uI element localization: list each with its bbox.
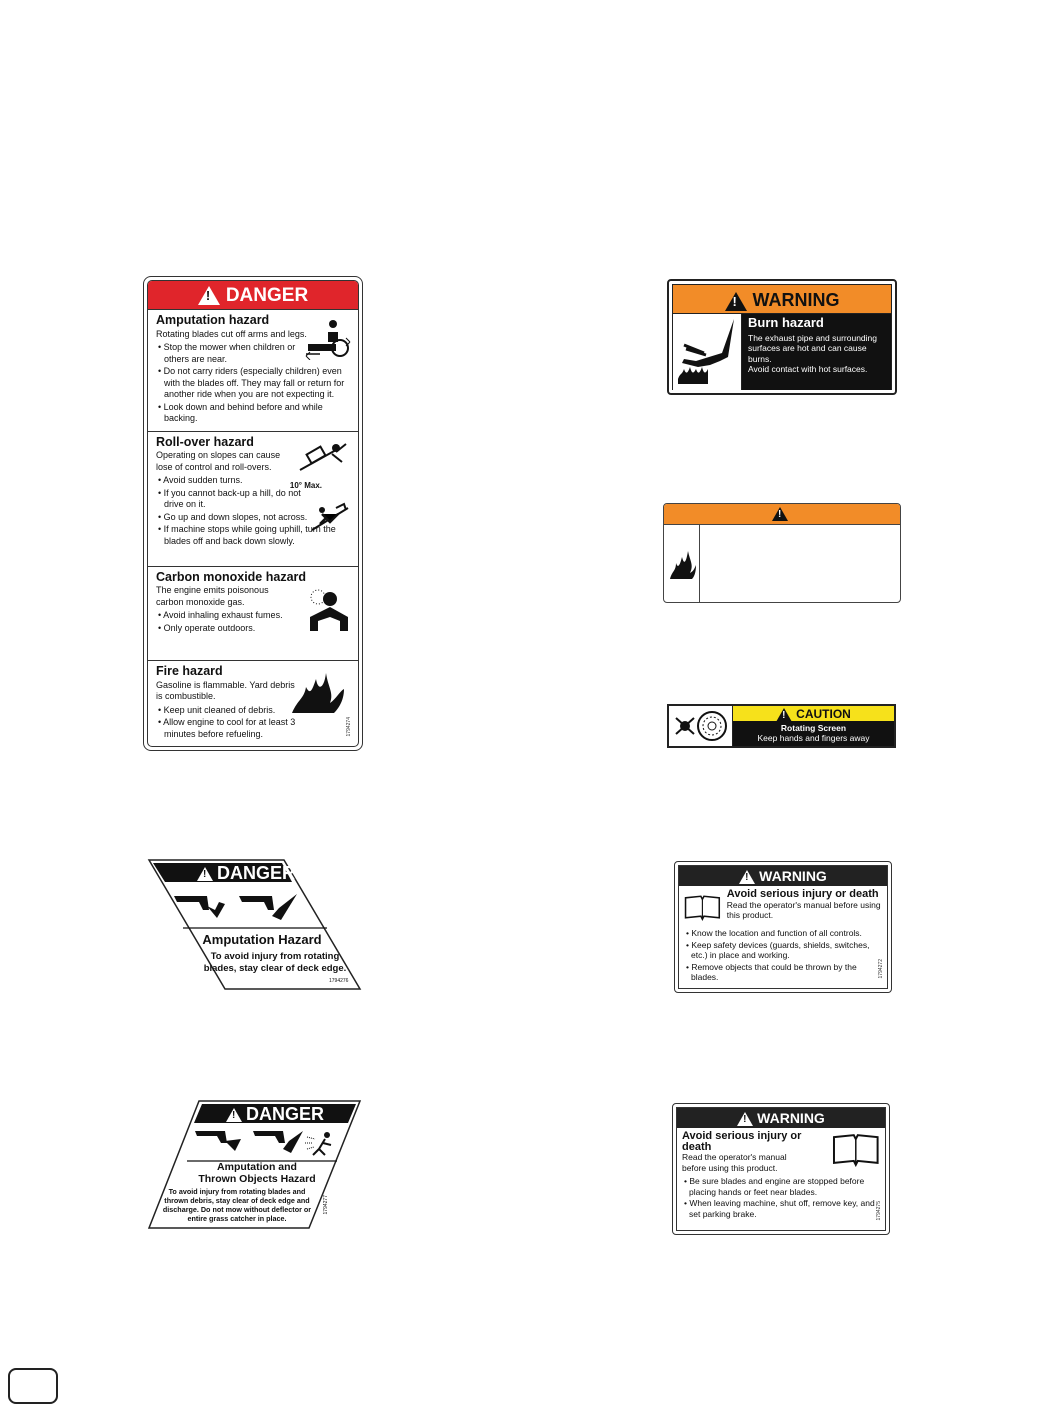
section-intro: Operating on slopes can cause lose of control and roll-overs. xyxy=(156,450,281,472)
danger-header: !DANGER xyxy=(148,281,358,309)
fumes-icon xyxy=(304,587,350,631)
section-intro: Rotating blades cut off arms and legs. xyxy=(156,328,307,339)
read-manual-warning-decal-2 xyxy=(672,1103,890,1235)
part-number: 1794275 xyxy=(876,1200,882,1220)
warning-header: !WARNING xyxy=(673,285,891,314)
hazard-title: Amputation Hazard xyxy=(202,932,322,947)
list-item: • Do not carry riders (especially children) even with the blades off. They may fall or return for another ride when you are not expecting it. xyxy=(156,366,350,401)
warning-triangle-icon xyxy=(776,708,792,722)
warning-triangle-icon xyxy=(772,507,788,521)
hazard-title: Amputation and Thrown Objects Hazard xyxy=(198,1161,316,1185)
list-item: • Avoid sudden turns. xyxy=(156,475,350,487)
warning-triangle-icon xyxy=(226,1108,242,1122)
list-item: • Keep unit cleaned of debris. xyxy=(156,705,350,717)
caution-header: !CAUTION xyxy=(733,706,894,721)
list-item: • Look down and behind before and while backing. xyxy=(156,402,350,425)
danger-header: !DANGER xyxy=(191,864,301,882)
manual-intro: Read the operator's manual before using this product. xyxy=(682,1152,787,1173)
rotating-screen-icon xyxy=(669,706,733,746)
section-intro: Gasoline is flammable. Yard debris is combustible. xyxy=(156,679,295,701)
carbon-monoxide-section xyxy=(148,566,358,660)
list-item: • Remove objects that could be thrown by the blades. xyxy=(684,962,882,983)
list-item: • Go up and down slopes, not across. xyxy=(156,512,350,524)
danger-decal-main xyxy=(143,276,363,751)
section-title: Fire hazard xyxy=(156,664,223,678)
list-item: • If machine stops while going uphill, turn the blades off and back down slowly. xyxy=(156,524,350,547)
danger-header: !DANGER xyxy=(215,1105,335,1123)
manual-intro: Read the operator's manual before using this product. xyxy=(726,899,881,920)
fire-warning-decal xyxy=(663,503,901,603)
warning-header xyxy=(664,504,900,525)
book-icon xyxy=(832,1131,880,1167)
amputation-thrown-objects-decal xyxy=(147,1099,362,1230)
read-manual-warning-decal-1 xyxy=(674,861,892,993)
section-title: Carbon monoxide hazard xyxy=(156,569,307,584)
list-item: • Avoid inhaling exhaust fumes. xyxy=(156,610,350,622)
part-number: 1794276 xyxy=(329,978,349,984)
manual-title: Avoid serious injury or death xyxy=(726,888,879,900)
warning-triangle-icon xyxy=(737,1112,753,1126)
rollover-icon xyxy=(296,438,350,474)
fire-hazard-section xyxy=(148,660,358,746)
list-item: • Keep safety devices (guards, shields, switches, etc.) in place and working. xyxy=(684,940,882,961)
caution-rotating-screen-decal xyxy=(667,704,896,748)
list-item: • Allow engine to cool for at least 3 minutes before refueling. xyxy=(156,717,304,740)
list-item: • When leaving machine, shut off, remove key, and set parking brake. xyxy=(682,1198,880,1219)
caution-line-1: Rotating Screen xyxy=(780,723,847,733)
amputation-hazard-section xyxy=(148,309,358,431)
book-icon xyxy=(684,889,721,925)
list-item: • Stop the mower when children or others are near. xyxy=(156,342,304,365)
amputation-hazard-decal xyxy=(147,858,362,991)
rider-mower-icon xyxy=(304,316,352,360)
slope-person-icon xyxy=(310,502,350,532)
burn-text: The exhaust pipe and surrounding surfaces are hot and can cause burns. xyxy=(748,332,878,364)
hazard-text: To avoid injury from rotating blades and thrown debris, stay clear of deck edge and discharge. Do not mow without deflector or entire grass catcher in place. xyxy=(162,1187,312,1223)
list-item: • Only operate outdoors. xyxy=(156,623,350,635)
list-item: • If you cannot back-up a hill, do not drive on it. xyxy=(156,488,304,511)
part-number: 1794274 xyxy=(345,716,352,736)
part-number: 1794277 xyxy=(323,1195,329,1215)
burn-title: Burn hazard xyxy=(748,315,824,330)
warning-triangle-icon xyxy=(739,870,755,884)
warning-header: !WARNING xyxy=(679,866,887,886)
section-intro: The engine emits poisonous carbon monoxide gas. xyxy=(156,585,269,607)
rollover-hazard-section xyxy=(148,431,358,566)
warning-triangle-icon xyxy=(197,867,213,881)
part-number: 1794272 xyxy=(878,958,884,978)
burn-hazard-decal xyxy=(667,279,897,395)
slope-label: 10° Max. xyxy=(289,480,322,490)
hot-surface-hand-icon xyxy=(673,314,742,390)
list-item: • Be sure blades and engine are stopped before placing hands or feet near blades. xyxy=(682,1176,880,1197)
manual-title: Avoid serious injury or death xyxy=(682,1130,802,1153)
caution-line-2: Keep hands and fingers away xyxy=(757,733,870,743)
burn-text-2: Avoid contact with hot surfaces. xyxy=(748,364,868,374)
warning-header: !WARNING xyxy=(677,1108,885,1128)
section-title: Amputation hazard xyxy=(156,313,270,327)
list-item: • Know the location and function of all controls. xyxy=(684,928,882,939)
flame-icon xyxy=(664,525,700,603)
section-title: Roll-over hazard xyxy=(156,434,254,449)
hazard-text: To avoid injury from rotating blades, stay clear of deck edge. xyxy=(203,951,347,974)
warning-triangle-icon xyxy=(198,286,220,305)
warning-triangle-icon xyxy=(725,292,747,311)
flame-icon xyxy=(290,669,346,713)
page-number-box xyxy=(8,1368,58,1404)
